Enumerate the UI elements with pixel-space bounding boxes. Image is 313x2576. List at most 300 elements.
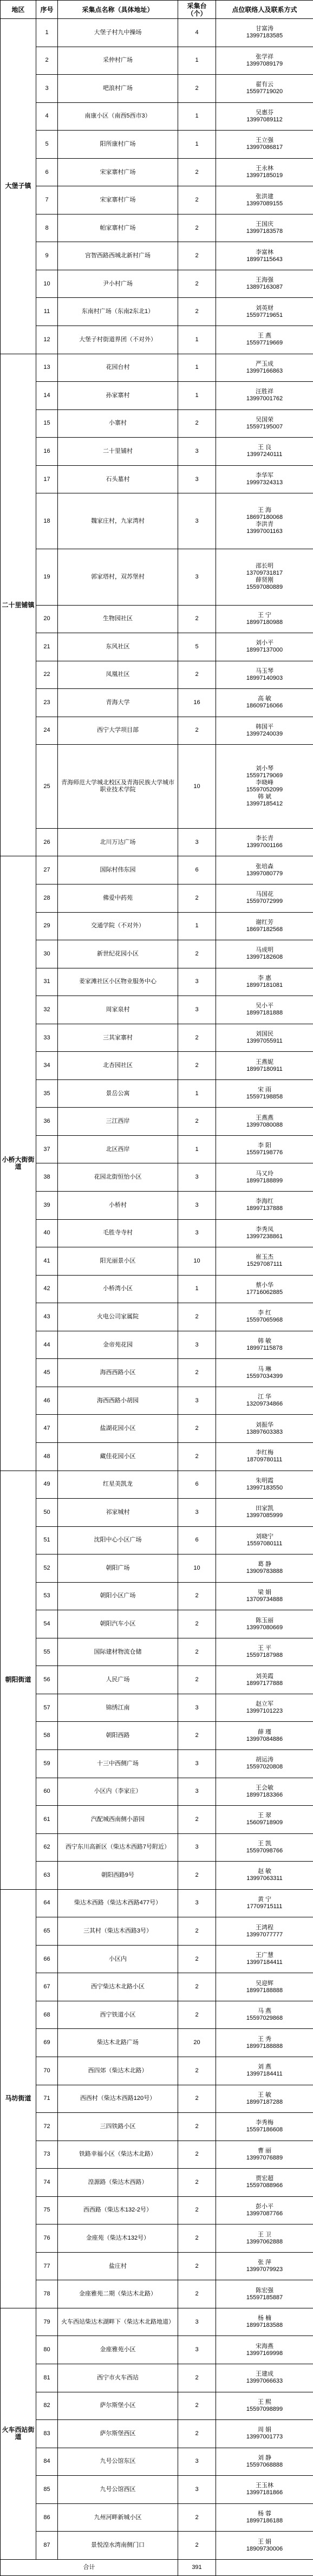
table-row [1,1526,313,1554]
contact-cell [216,47,313,75]
table-body [1,19,313,2576]
contact-phone: 18997186188 [246,2518,283,2524]
contact-cell [216,75,313,103]
contact-cell [216,19,313,47]
row-number: 51 [36,1526,58,1554]
contact-cell [216,717,313,745]
sampling-point-name: 国际村伟东园 [58,856,178,884]
table-row [1,1945,313,1973]
total-row [1,2559,313,2575]
row-number: 6 [36,158,58,186]
sampling-point-name: 阳光丽景小区 [58,1247,178,1276]
table-row [1,1303,313,1331]
sampling-point-name: 石头墓村 [58,465,178,493]
header-point: 采集点名称（具体地址） [58,1,178,19]
contact-phone: 15609718909 [246,1819,283,1826]
contact-cell [216,968,313,996]
contact-cell [216,2364,313,2392]
row-number: 2 [36,47,58,75]
sampling-point-name: 金座雅苑小区 [58,2336,178,2364]
contact-name: 崔玉杰 [256,1254,273,1261]
contact-cell [216,2224,313,2253]
sampling-desk-count: 3 [178,828,216,856]
table-row [1,382,313,410]
contact-phone: 13997085999 [246,1512,283,1519]
contact-name: 王燕燕 [256,1114,273,1121]
sampling-point-name: 交通学院（不对外） [58,912,178,940]
sampling-desk-count: 1 [178,1135,216,1163]
table-row [1,1052,313,1080]
contact-cell [216,1163,313,1192]
contact-cell [216,2057,313,2085]
row-number: 41 [36,1247,58,1276]
sampling-point-name: 孙家寨村 [58,382,178,410]
sampling-desk-count: 3 [178,996,216,1024]
sampling-point-name: 小桥村 [58,1192,178,1220]
contact-phone: 13709731817 [246,570,283,577]
contact-cell [216,102,313,131]
table-row [1,968,313,996]
contact-phone: 13209734866 [246,1401,283,1408]
row-number: 44 [36,1331,58,1359]
contact-cell [216,214,313,242]
contact-phone: 13997089112 [246,116,283,123]
contact-phone: 13909783888 [246,1568,283,1575]
sampling-point-name: 金座苑（柴达木132号） [58,2224,178,2253]
contact-name: 刘振华 [256,1421,273,1428]
row-number: 81 [36,2364,58,2392]
table-row [1,1219,313,1247]
sampling-desk-count: 2 [178,2280,216,2308]
table-row [1,1024,313,1052]
contact-cell [216,2280,313,2308]
contact-phone: 18997183366 [246,1791,283,1798]
sampling-point-name: 大堡子村街道界团（不对外） [58,326,178,354]
contact-phone: 13997185019 [246,172,283,179]
row-number: 17 [36,465,58,493]
contact-cell [216,1694,313,1722]
sampling-point-name: 十三中西侧广场 [58,1749,178,1778]
contact-name: 李 阳 [257,1142,272,1149]
sampling-desk-count: 1 [178,102,216,131]
row-number: 9 [36,242,58,270]
table-row [1,2476,313,2504]
sampling-desk-count: 1 [178,47,216,75]
row-number: 11 [36,298,58,326]
contact-phone: 15597719020 [246,88,283,95]
table-row [1,745,313,829]
sampling-point-name: 郭家塔村，双苏堡村 [58,549,178,605]
sampling-desk-count: 2 [178,186,216,214]
sampling-desk-count: 2 [178,1024,216,1052]
contact-cell [216,1638,313,1666]
contact-cell [216,382,313,410]
row-number: 55 [36,1638,58,1666]
row-number: 67 [36,1973,58,2001]
contact-name: 王 平 [257,1645,272,1652]
contact-name: 王 海 [257,507,272,514]
row-number: 65 [36,1917,58,1946]
table-row [1,1499,313,1527]
table-row [1,1833,313,1862]
contact-cell [216,1415,313,1443]
contact-cell [216,2001,313,2029]
contact-name: 刘晓宁 [256,1533,273,1540]
contact-cell [216,1108,313,1136]
contact-cell [216,2476,313,2504]
sampling-desk-count: 3 [178,2448,216,2476]
contact-phone: 18997115878 [246,1345,283,1352]
contact-phone: 13709734888 [246,1596,283,1603]
row-number: 26 [36,828,58,856]
sampling-point-name: 沈阳中心小区广场 [58,1526,178,1554]
contact-phone: 15597068888 [246,2461,283,2468]
contact-phone: 18997137888 [246,1205,283,1212]
contact-phone: 13997080779 [246,870,283,877]
sampling-desk-count: 3 [178,2476,216,2504]
sampling-point-name: 朝阳小区广场 [58,1582,178,1610]
table-row [1,1387,313,1415]
table-row [1,1079,313,1108]
table-row [1,1275,313,1303]
sampling-point-name: 北区西岸 [58,1135,178,1163]
contact-cell [216,1582,313,1610]
contact-phone: 13997182608 [246,954,283,961]
contact-cell [216,1749,313,1778]
table-row [1,884,313,913]
table-row [1,409,313,438]
contact-name: 邵长明 [256,563,273,570]
sampling-point-name: 宋家寨村广场 [58,186,178,214]
sampling-point-name: 景岳公寓 [58,1079,178,1108]
contact-name: 薛 瑾 [257,1728,272,1735]
contact-phone: 18997180988 [246,619,283,626]
contact-cell [216,1219,313,1247]
table-row [1,1973,313,2001]
table-row [1,465,313,493]
contact-cell [216,884,313,913]
contact-phone: 15597052099 [246,786,283,793]
sampling-desk-count: 2 [178,884,216,913]
contact-cell [216,270,313,298]
table-row [1,1862,313,1890]
contact-name: 甘富涛 [256,25,273,32]
row-number: 64 [36,1889,58,1917]
table-row [1,2224,313,2253]
table-row [1,2280,313,2308]
sampling-desk-count: 2 [178,2141,216,2169]
row-number: 70 [36,2057,58,2085]
sampling-desk-count: 3 [178,1387,216,1415]
row-number: 18 [36,493,58,549]
contact-name: 王 熙 [257,2398,272,2405]
total-count: 391 [178,2559,216,2575]
sampling-desk-count: 1 [178,1275,216,1303]
contact-cell [216,1359,313,1387]
sampling-point-name: 小寨村 [58,409,178,438]
sampling-point-name: 景悦湟水湾南侧门口 [58,2532,178,2560]
contact-cell [216,1945,313,1973]
sampling-point-name: 人民广场 [58,1666,178,1694]
row-number: 63 [36,1862,58,1890]
sampling-desk-count: 2 [178,242,216,270]
contact-phone: 13997184411 [246,2071,283,2078]
contact-phone: 15597198858 [246,1094,283,1101]
contact-phone: 18697180068 [246,514,283,521]
contact-phone: 15597198776 [246,1149,283,1156]
sampling-desk-count: 2 [178,661,216,689]
contact-cell [216,940,313,968]
contact-cell [216,549,313,605]
contact-phone: 17709715111 [246,1903,283,1910]
contact-name: 韩 斌 [257,793,272,801]
contact-cell [216,1862,313,1890]
table-row [1,633,313,661]
row-number: 83 [36,2420,58,2448]
contact-name: 马玉琴 [256,667,273,674]
sampling-point-name: 吧浪村广场 [58,75,178,103]
sampling-point-name: 姜家滩社区小区物业服务中心 [58,968,178,996]
header-contact: 点位联络人及联系方式 [216,1,313,19]
sampling-desk-count: 16 [178,689,216,717]
sampling-desk-count: 1 [178,354,216,382]
contact-phone: 13997240039 [246,730,283,737]
sampling-desk-count: 2 [178,605,216,633]
table-row [1,1638,313,1666]
sampling-point-name: 湟源路（柴达木西路） [58,2169,178,2197]
contact-phone: 13997101223 [246,1708,283,1715]
contact-phone: 13997080669 [246,1624,283,1631]
contact-name: 吴小平 [256,1003,273,1010]
contact-cell [216,1052,313,1080]
contact-phone: 18909730006 [246,2545,283,2552]
contact-cell [216,2113,313,2141]
contact-name: 梁 娟 [257,1589,272,1596]
table-row [1,2113,313,2141]
table-row [1,856,313,884]
sampling-point-name: 朝阳汽车小区 [58,1610,178,1638]
sampling-point-name: 大堡子村九中操场 [58,19,178,47]
row-number: 27 [36,856,58,884]
contact-cell [216,158,313,186]
contact-cell [216,1135,313,1163]
row-number: 82 [36,2392,58,2420]
sampling-desk-count: 3 [178,1778,216,1806]
contact-phone: 15597186608 [246,2126,283,2133]
sampling-point-name: 国际建材物流仓储 [58,1638,178,1666]
sampling-desk-count: 10 [178,1554,216,1583]
contact-phone: 18997188888 [246,2042,283,2050]
table-row [1,1694,313,1722]
contact-phone: 13997185412 [246,801,283,808]
table-row [1,298,313,326]
contact-phone: 13997240111 [246,451,283,458]
district-cell: 二十里铺镇 [1,354,36,856]
total-label: 合计 [1,2559,178,2575]
row-number: 36 [36,1108,58,1136]
sampling-point-name: 锦绣江南 [58,1694,178,1722]
sampling-desk-count: 2 [178,2420,216,2448]
table-row [1,19,313,47]
contact-cell [216,1806,313,1834]
contact-name: 蔡小华 [256,1282,273,1289]
table-row [1,1889,313,1917]
sampling-point-name: 西宁市火车西站 [58,2364,178,2392]
table-row [1,1917,313,1946]
contact-cell [216,186,313,214]
sampling-point-name: 青海大学 [58,689,178,717]
sampling-point-name: 凤凰社区 [58,661,178,689]
sampling-desk-count: 6 [178,1526,216,1554]
table-row [1,717,313,745]
district-cell: 小桥大街街道 [1,856,36,1471]
row-number: 69 [36,2029,58,2057]
contact-name: 严玉成 [256,360,273,367]
contact-cell [216,242,313,270]
table-row [1,1471,313,1499]
contact-name: 王海强 [256,277,273,284]
table-row [1,1108,313,1136]
sampling-point-name: 海西西路小胡园 [58,1387,178,1415]
row-number: 87 [36,2532,58,2560]
contact-phone: 13997076889 [246,2154,283,2161]
contact-name: 王国庆 [256,221,273,228]
contact-phone: 13997181866 [246,2489,283,2496]
contact-cell [216,2169,313,2197]
contact-cell [216,1499,313,1527]
table-row [1,828,313,856]
contact-name: 赵 敏 [257,1868,272,1875]
sampling-desk-count: 2 [178,270,216,298]
row-number: 3 [36,75,58,103]
contact-name: 刘小平 [256,640,273,647]
sampling-point-name: 小区内（李家庄） [58,1778,178,1806]
row-number: 60 [36,1778,58,1806]
row-number: 86 [36,2503,58,2532]
contact-phone: 13997063311 [246,1875,283,1882]
contact-cell [216,661,313,689]
row-number: 85 [36,2476,58,2504]
sampling-point-name: 萨尔斯堡西区 [58,2420,178,2448]
sampling-point-name: 花园北街恒怡小区 [58,1163,178,1192]
contact-phone: 15597034399 [246,1372,283,1380]
sampling-point-name: 尹小村广场 [58,270,178,298]
table-row [1,996,313,1024]
sampling-desk-count: 1 [178,326,216,354]
sampling-desk-count: 6 [178,1471,216,1499]
sampling-desk-count: 2 [178,1108,216,1136]
row-number: 42 [36,1275,58,1303]
contact-name: 王 宁 [257,612,272,619]
sampling-desk-count: 3 [178,1694,216,1722]
sampling-point-name: 小桥湾小区 [58,1275,178,1303]
sampling-desk-count: 5 [178,633,216,661]
contact-name: 李华军 [256,472,273,479]
sampling-point-name: 西宁大学项目部 [58,717,178,745]
table-row [1,1331,313,1359]
table-row [1,438,313,466]
contact-phone: 13997077777 [246,1931,283,1938]
row-number: 7 [36,186,58,214]
table-row [1,2308,313,2336]
district-cell: 火车西站街道 [1,2308,36,2559]
contact-name: 王鸿程 [256,1924,273,1931]
contact-name: 张学祥 [256,53,273,60]
contact-cell [216,1917,313,1946]
sampling-desk-count: 2 [178,1415,216,1443]
table-row [1,2420,313,2448]
table-row [1,1415,313,1443]
contact-phone: 13897603383 [246,1428,283,1435]
contact-name: 王 翠 [257,1812,272,1819]
contact-phone: 18609716066 [246,702,283,710]
row-number: 35 [36,1079,58,1108]
row-number: 52 [36,1554,58,1583]
sampling-point-name: 九号公馆西区 [58,2476,178,2504]
sampling-point-name: 生物园社区 [58,605,178,633]
sampling-point-name: 盐湖花园小区 [58,1415,178,1443]
sampling-desk-count: 2 [178,2252,216,2280]
row-number: 47 [36,1415,58,1443]
sampling-point-name: 二十里铺村 [58,438,178,466]
contact-name: 王广慧 [256,1952,273,1959]
sampling-point-name: 西四郊（柴达木北路） [58,2057,178,2085]
contact-cell [216,2252,313,2280]
contact-name: 宋海燕 [256,2343,273,2350]
sampling-point-name: 南康小区（南西5西市3） [58,102,178,131]
row-number: 62 [36,1833,58,1862]
contact-cell [216,1526,313,1554]
contact-name: 李秀凤 [256,1226,273,1233]
contact-cell [216,1973,313,2001]
row-number: 37 [36,1135,58,1163]
sampling-desk-count: 2 [178,158,216,186]
contact-cell [216,856,313,884]
header-count: 采集台（个） [178,1,216,19]
sampling-point-name: 北川万达广场 [58,828,178,856]
sampling-point-name: 青海师范大学城北校区及青海民族大学城市职业技术学院 [58,745,178,829]
row-number: 13 [36,354,58,382]
sampling-point-name: 西宁东川高新区（柴达木西路7号附近） [58,1833,178,1862]
sampling-desk-count: 20 [178,2029,216,2057]
sampling-point-name: 红星美凯龙 [58,1471,178,1499]
contact-cell [216,1275,313,1303]
sampling-point-name: 东南村广场（东南2东北1） [58,298,178,326]
sampling-desk-count: 2 [178,298,216,326]
contact-name: 田家凯 [256,1505,273,1512]
contact-cell [216,996,313,1024]
sampling-desk-count: 6 [178,856,216,884]
row-number: 58 [36,1722,58,1750]
sampling-desk-count: 3 [178,1192,216,1220]
row-number: 53 [36,1582,58,1610]
contact-cell [216,1079,313,1108]
contact-phone: 18697182568 [246,926,283,933]
sampling-desk-count: 2 [178,1666,216,1694]
contact-phone: 18709780111 [246,1456,283,1463]
sampling-desk-count: 2 [178,1806,216,1834]
sampling-desk-count: 3 [178,438,216,466]
contact-cell [216,438,313,466]
contact-name: 王 卫 [257,2231,272,2238]
header-district: 地区 [1,1,36,19]
contact-cell [216,912,313,940]
table-row [1,2252,313,2280]
contact-name: 曹 丽 [257,2147,272,2154]
sampling-point-name: 金座雅苑二期（柴达木北路） [58,2280,178,2308]
table-row [1,1749,313,1778]
sampling-point-name: 小区内 [58,1945,178,1973]
